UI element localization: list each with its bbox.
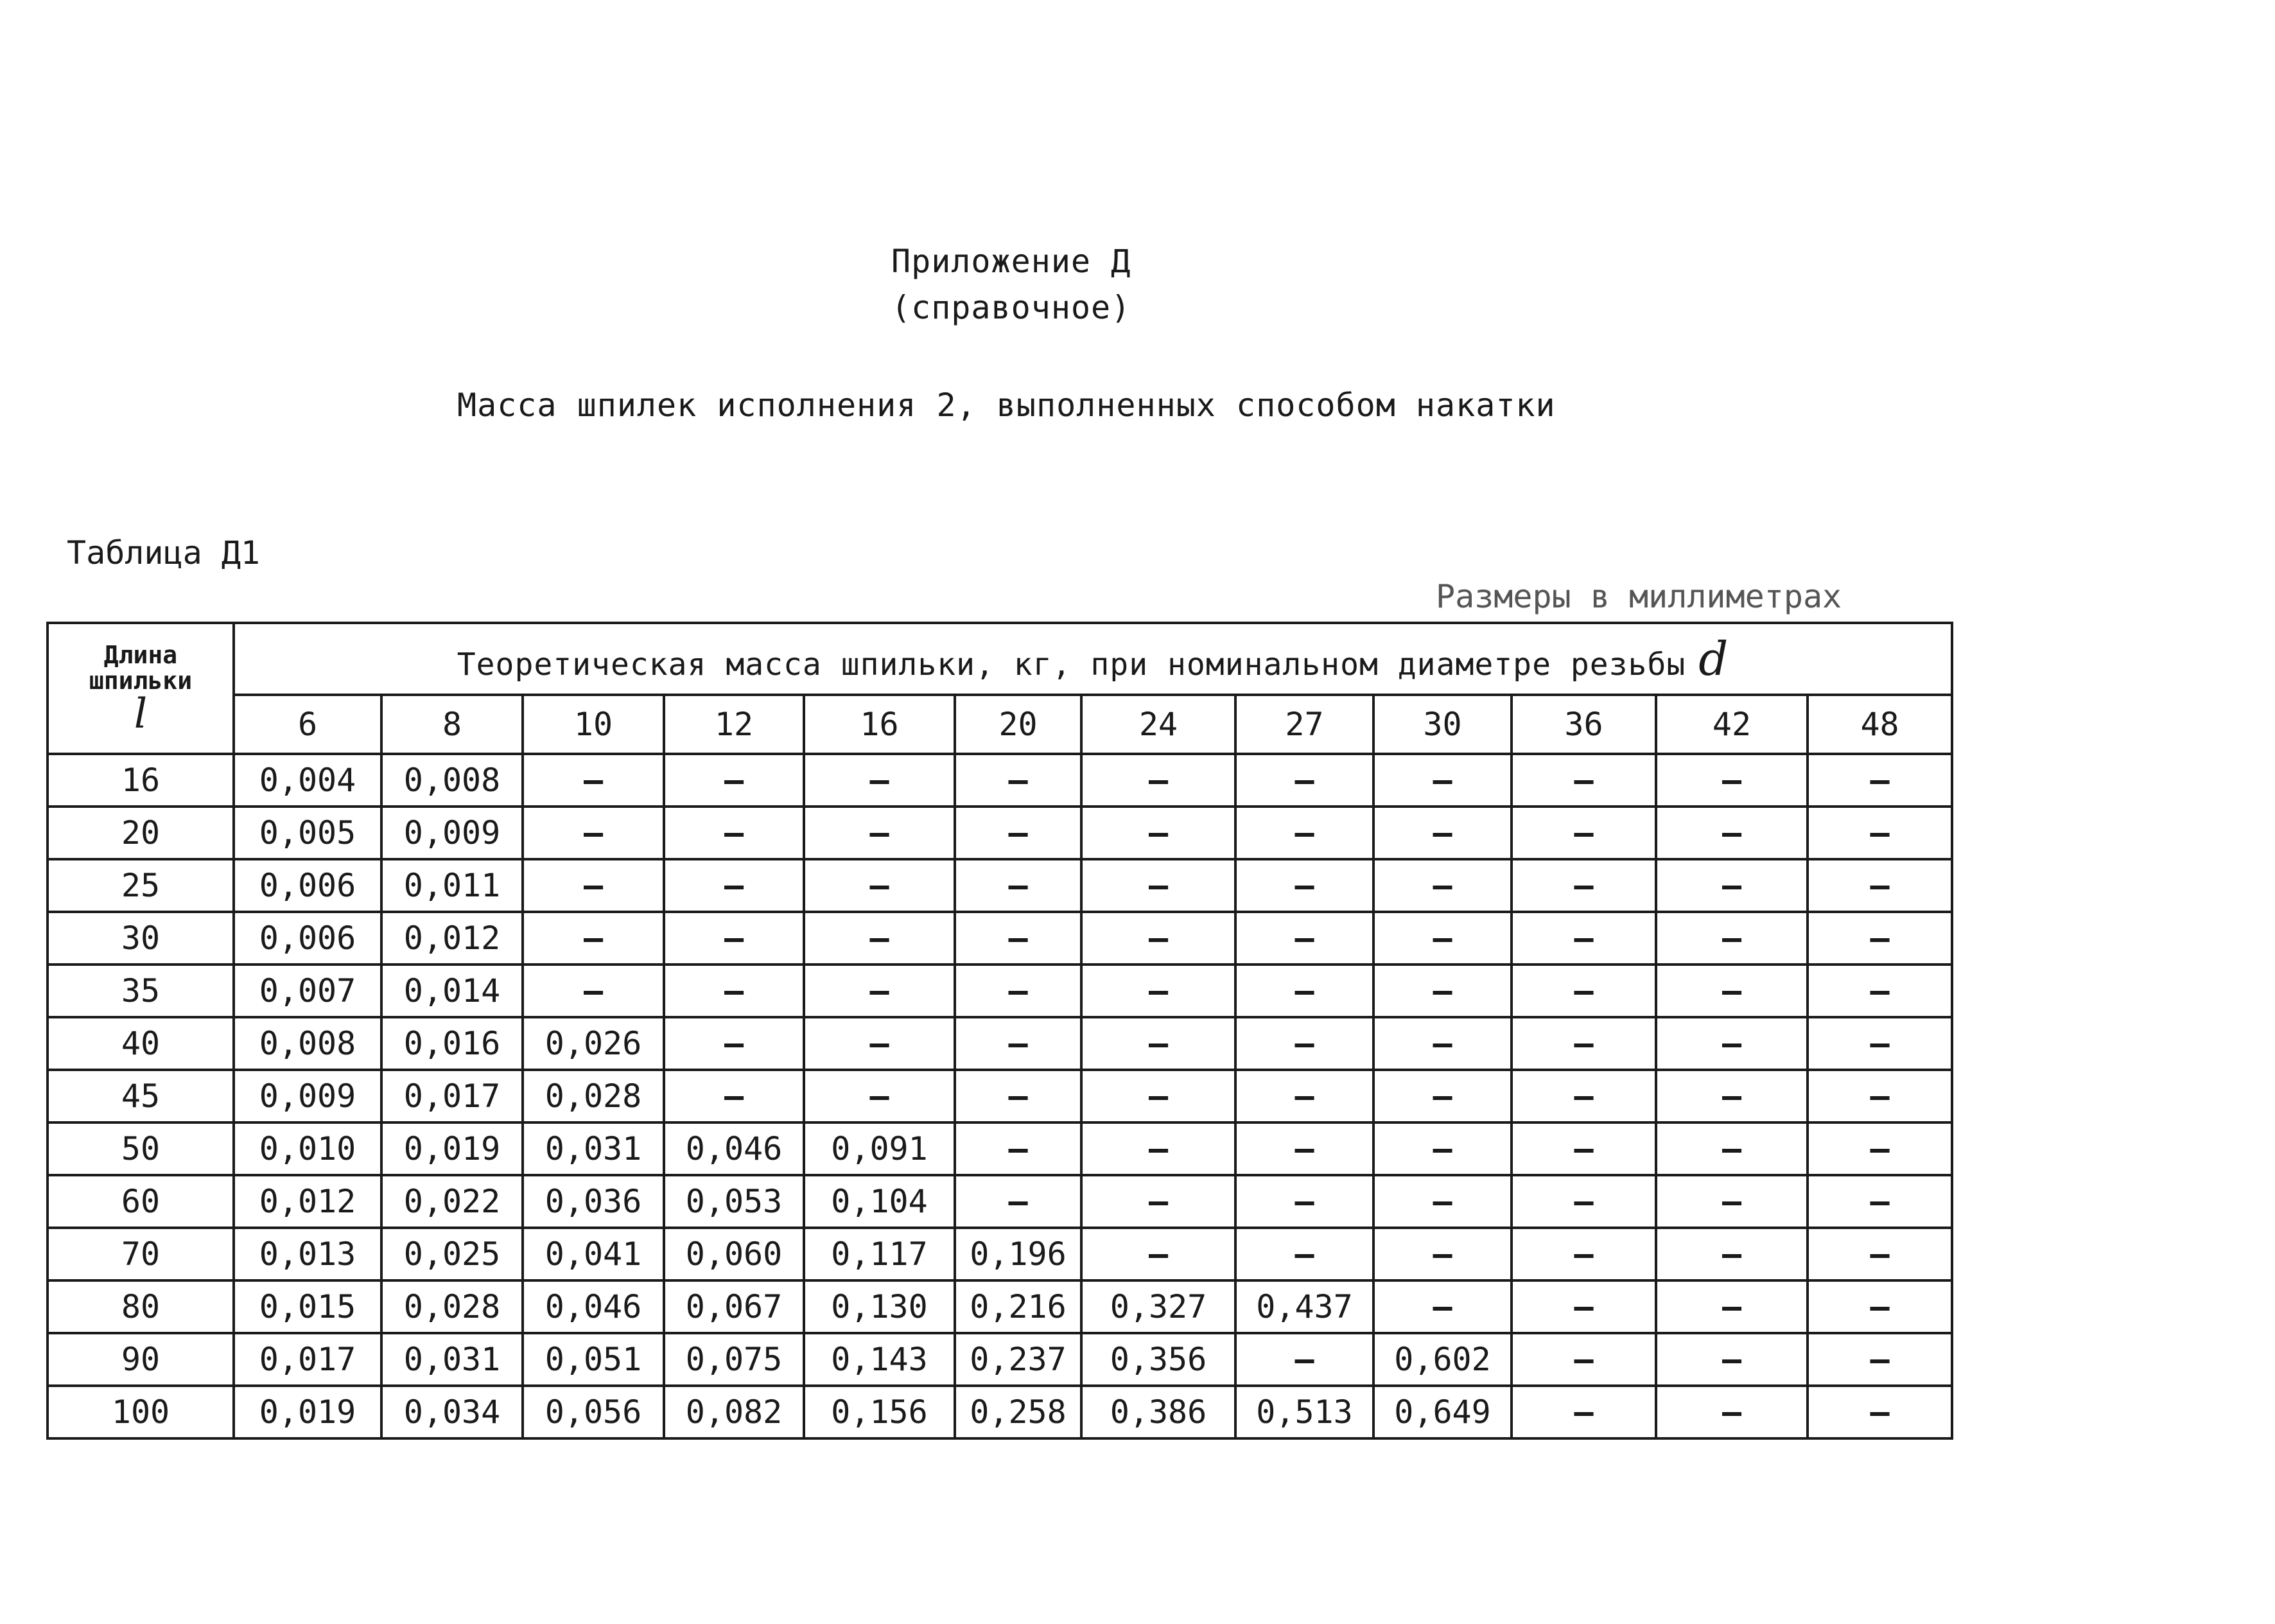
table-row: [48, 1175, 1952, 1228]
mass-cell: –: [1081, 965, 1235, 1017]
mass-cell: –: [1373, 807, 1512, 859]
mass-cell: –: [1235, 1017, 1373, 1070]
mass-cell: –: [804, 1070, 955, 1122]
mass-cell: –: [1512, 1122, 1656, 1175]
mass-cell: 0,513: [1235, 1386, 1373, 1438]
table-row: [48, 912, 1952, 965]
mass-cell: –: [1656, 1070, 1808, 1122]
mass-cell: 0,437: [1235, 1280, 1373, 1333]
appendix-title: Приложение Д: [891, 243, 1131, 280]
table-row: [48, 1122, 1952, 1175]
mass-cell: –: [664, 1017, 804, 1070]
mass-cell: 0,156: [804, 1386, 955, 1438]
table-label: Таблица Д1: [67, 534, 261, 572]
mass-cell: –: [1512, 912, 1656, 965]
mass-cell: 0,019: [234, 1386, 381, 1438]
mass-cell: 0,056: [523, 1386, 664, 1438]
mass-cell: 0,009: [234, 1070, 381, 1122]
length-cell: 70: [48, 1228, 234, 1280]
mass-cell: 0,258: [955, 1386, 1081, 1438]
mass-cell: –: [1656, 1280, 1808, 1333]
mass-cell: –: [1373, 1122, 1512, 1175]
mass-cell: –: [664, 912, 804, 965]
table-row: [48, 859, 1952, 912]
mass-cell: –: [804, 807, 955, 859]
appendix-subtitle: (справочное): [891, 289, 1131, 326]
mass-cell: –: [1512, 859, 1656, 912]
mass-cell: –: [955, 859, 1081, 912]
mass-cell: –: [1373, 1175, 1512, 1228]
mass-cell: –: [1235, 912, 1373, 965]
mass-cell: 0,007: [234, 965, 381, 1017]
mass-cell: 0,060: [664, 1228, 804, 1280]
mass-cell: –: [1373, 754, 1512, 807]
diameter-header-cell: 12: [664, 695, 804, 754]
length-cell: 25: [48, 859, 234, 912]
table-row: [48, 807, 1952, 859]
length-cell: 35: [48, 965, 234, 1017]
units-note: Размеры в миллиметрах: [1436, 578, 1842, 615]
length-cell: 45: [48, 1070, 234, 1122]
mass-cell: –: [1373, 1070, 1512, 1122]
mass-cell: –: [1808, 1017, 1952, 1070]
mass-cell: 0,015: [234, 1280, 381, 1333]
diameter-header-cell: 30: [1373, 695, 1512, 754]
mass-cell: –: [523, 807, 664, 859]
mass-cell: –: [523, 912, 664, 965]
mass-cell: –: [955, 754, 1081, 807]
length-symbol: l: [134, 690, 148, 738]
mass-cell: –: [664, 807, 804, 859]
length-cell: 100: [48, 1386, 234, 1438]
diameter-header-cell: 27: [1235, 695, 1373, 754]
mass-cell: –: [1081, 807, 1235, 859]
table-body: [48, 754, 1952, 1438]
table-row: [48, 1017, 1952, 1070]
mass-cell: 0,025: [381, 1228, 523, 1280]
mass-cell: –: [1235, 754, 1373, 807]
mass-cell: –: [1235, 1070, 1373, 1122]
mass-cell: –: [1656, 1017, 1808, 1070]
table-row: [48, 965, 1952, 1017]
mass-cell: –: [664, 859, 804, 912]
mass-cell: 0,117: [804, 1228, 955, 1280]
mass-cell: –: [1512, 1386, 1656, 1438]
mass-cell: –: [664, 1070, 804, 1122]
diameter-header-cell: 48: [1808, 695, 1952, 754]
mass-cell: –: [1808, 1122, 1952, 1175]
mass-cell: –: [1808, 859, 1952, 912]
mass-cell: –: [1656, 1333, 1808, 1386]
mass-cell: 0,006: [234, 912, 381, 965]
mass-cell: –: [955, 965, 1081, 1017]
mass-cell: –: [1656, 807, 1808, 859]
mass-cell: –: [1081, 912, 1235, 965]
mass-cell: –: [1081, 1175, 1235, 1228]
mass-cell: –: [1373, 912, 1512, 965]
mass-cell: –: [1235, 859, 1373, 912]
diameter-header-cell: 16: [804, 695, 955, 754]
mass-cell: –: [1235, 1175, 1373, 1228]
mass-cell: 0,091: [804, 1122, 955, 1175]
mass-cell: –: [1656, 1122, 1808, 1175]
mass-cell: –: [1808, 1333, 1952, 1386]
mass-cell: 0,386: [1081, 1386, 1235, 1438]
table-row: [48, 1333, 1952, 1386]
mass-cell: –: [523, 965, 664, 1017]
mass-cell: –: [1235, 965, 1373, 1017]
mass-cell: 0,022: [381, 1175, 523, 1228]
mass-cell: –: [1808, 1386, 1952, 1438]
mass-cell: 0,196: [955, 1228, 1081, 1280]
diameter-header-cell: 20: [955, 695, 1081, 754]
mass-cell: –: [1373, 1280, 1512, 1333]
diameter-header-cell: 42: [1656, 695, 1808, 754]
mass-cell: –: [1512, 807, 1656, 859]
mass-cell: 0,017: [381, 1070, 523, 1122]
mass-cell: –: [955, 912, 1081, 965]
mass-group-header: [234, 623, 1952, 695]
mass-cell: –: [804, 859, 955, 912]
mass-cell: 0,327: [1081, 1280, 1235, 1333]
mass-cell: –: [1081, 1070, 1235, 1122]
mass-cell: 0,046: [523, 1280, 664, 1333]
mass-cell: 0,031: [381, 1333, 523, 1386]
mass-cell: –: [523, 754, 664, 807]
mass-cell: –: [1373, 1228, 1512, 1280]
mass-cell: –: [1808, 1228, 1952, 1280]
length-cell: 80: [48, 1280, 234, 1333]
mass-cell: 0,046: [664, 1122, 804, 1175]
mass-cell: –: [1081, 1228, 1235, 1280]
diameter-header-row: [48, 695, 1952, 754]
mass-cell: –: [1656, 1175, 1808, 1228]
length-header-line1: Длина: [103, 641, 178, 669]
mass-cell: 0,602: [1373, 1333, 1512, 1386]
mass-cell: 0,237: [955, 1333, 1081, 1386]
length-column-header: [48, 623, 234, 754]
diameter-header-cell: 10: [523, 695, 664, 754]
mass-cell: –: [664, 965, 804, 1017]
mass-cell: –: [664, 754, 804, 807]
mass-cell: 0,019: [381, 1122, 523, 1175]
mass-cell: 0,143: [804, 1333, 955, 1386]
mass-cell: 0,005: [234, 807, 381, 859]
mass-cell: –: [1808, 807, 1952, 859]
table-row: [48, 754, 1952, 807]
mass-cell: –: [804, 754, 955, 807]
mass-cell: –: [1808, 754, 1952, 807]
diameter-symbol: d: [1698, 632, 1729, 686]
mass-cell: 0,009: [381, 807, 523, 859]
mass-cell: –: [1512, 1333, 1656, 1386]
length-cell: 90: [48, 1333, 234, 1386]
mass-cell: –: [1512, 965, 1656, 1017]
diameter-header-cell: 6: [234, 695, 381, 754]
mass-cell: –: [955, 1017, 1081, 1070]
mass-cell: –: [955, 1070, 1081, 1122]
mass-cell: 0,008: [381, 754, 523, 807]
mass-cell: 0,649: [1373, 1386, 1512, 1438]
mass-cell: 0,017: [234, 1333, 381, 1386]
mass-cell: 0,053: [664, 1175, 804, 1228]
mass-cell: –: [804, 912, 955, 965]
mass-cell: 0,011: [381, 859, 523, 912]
diameter-header-cell: 8: [381, 695, 523, 754]
mass-cell: –: [1656, 912, 1808, 965]
mass-cell: 0,034: [381, 1386, 523, 1438]
mass-cell: 0,014: [381, 965, 523, 1017]
mass-cell: –: [1081, 754, 1235, 807]
mass-cell: –: [1656, 754, 1808, 807]
mass-cell: 0,031: [523, 1122, 664, 1175]
table-row: [48, 1280, 1952, 1333]
mass-table: [46, 622, 1953, 1440]
mass-cell: –: [1512, 1070, 1656, 1122]
mass-cell: 0,004: [234, 754, 381, 807]
mass-cell: –: [955, 1122, 1081, 1175]
mass-cell: 0,026: [523, 1017, 664, 1070]
mass-cell: –: [1373, 965, 1512, 1017]
group-header-row: [48, 623, 1952, 695]
mass-cell: 0,012: [234, 1175, 381, 1228]
mass-cell: –: [1512, 1017, 1656, 1070]
mass-cell: –: [955, 1175, 1081, 1228]
mass-cell: –: [1808, 912, 1952, 965]
length-cell: 50: [48, 1122, 234, 1175]
table-row: [48, 1070, 1952, 1122]
mass-cell: 0,356: [1081, 1333, 1235, 1386]
length-cell: 40: [48, 1017, 234, 1070]
mass-cell: 0,041: [523, 1228, 664, 1280]
diameter-header-cell: 36: [1512, 695, 1656, 754]
mass-cell: –: [1656, 1228, 1808, 1280]
mass-cell: –: [1808, 965, 1952, 1017]
mass-cell: 0,216: [955, 1280, 1081, 1333]
mass-cell: –: [523, 859, 664, 912]
mass-cell: 0,028: [523, 1070, 664, 1122]
mass-cell: –: [1235, 1228, 1373, 1280]
length-cell: 60: [48, 1175, 234, 1228]
mass-cell: –: [1808, 1070, 1952, 1122]
mass-cell: –: [1512, 1280, 1656, 1333]
mass-cell: 0,082: [664, 1386, 804, 1438]
mass-cell: –: [1235, 1122, 1373, 1175]
mass-cell: –: [1081, 1122, 1235, 1175]
length-cell: 16: [48, 754, 234, 807]
mass-cell: 0,008: [234, 1017, 381, 1070]
length-cell: 30: [48, 912, 234, 965]
mass-cell: –: [1512, 1175, 1656, 1228]
mass-cell: 0,130: [804, 1280, 955, 1333]
mass-cell: –: [1235, 807, 1373, 859]
length-header-line2: шпильки: [89, 667, 193, 695]
diameter-header-cell: 24: [1081, 695, 1235, 754]
mass-group-header-text: Теоретическая масса шпильки, кг, при номинальном диаметре резьбы: [457, 647, 1686, 683]
mass-cell: 0,051: [523, 1333, 664, 1386]
mass-cell: 0,036: [523, 1175, 664, 1228]
mass-cell: –: [1081, 1017, 1235, 1070]
mass-cell: –: [1656, 1386, 1808, 1438]
mass-cell: –: [804, 1017, 955, 1070]
mass-cell: 0,028: [381, 1280, 523, 1333]
mass-cell: –: [955, 807, 1081, 859]
mass-cell: 0,067: [664, 1280, 804, 1333]
mass-cell: 0,006: [234, 859, 381, 912]
mass-cell: –: [1808, 1280, 1952, 1333]
mass-cell: –: [1656, 859, 1808, 912]
mass-cell: 0,075: [664, 1333, 804, 1386]
table-row: [48, 1386, 1952, 1438]
mass-cell: –: [804, 965, 955, 1017]
mass-cell: 0,104: [804, 1175, 955, 1228]
mass-cell: –: [1373, 1017, 1512, 1070]
length-cell: 20: [48, 807, 234, 859]
mass-cell: –: [1656, 965, 1808, 1017]
document-heading: Масса шпилек исполнения 2, выполненных способом накатки: [457, 387, 1556, 424]
mass-cell: 0,016: [381, 1017, 523, 1070]
mass-cell: 0,010: [234, 1122, 381, 1175]
mass-cell: –: [1373, 859, 1512, 912]
mass-cell: 0,012: [381, 912, 523, 965]
table-row: [48, 1228, 1952, 1280]
mass-cell: 0,013: [234, 1228, 381, 1280]
mass-cell: –: [1081, 859, 1235, 912]
mass-cell: –: [1235, 1333, 1373, 1386]
mass-cell: –: [1808, 1175, 1952, 1228]
mass-cell: –: [1512, 1228, 1656, 1280]
mass-cell: –: [1512, 754, 1656, 807]
